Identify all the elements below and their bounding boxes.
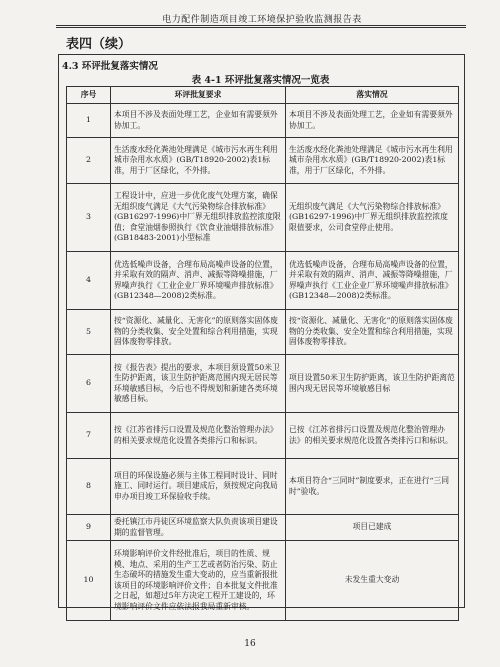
requirement-cell: 委托镇江市丹徒区环境监察大队负责该项目建设期的监督管理。	[111, 515, 286, 541]
subsection-title: 4.3 环评批复落实情况	[62, 61, 158, 72]
implementation-cell: 项目设置50米卫生防护距离，该卫生防护距离范围内现无居民等环境敏感目标	[286, 355, 459, 413]
table-row	[67, 515, 459, 541]
table-row	[67, 184, 459, 252]
row-number: 5	[67, 310, 111, 355]
table-row	[67, 541, 459, 621]
row-number: 8	[67, 459, 111, 515]
row-number: 9	[67, 515, 111, 541]
implementation-cell: 未发生重大变动	[286, 541, 459, 621]
row-number: 1	[67, 104, 111, 138]
requirement-cell: 按《江苏省排污口设置及规范化整治管理办法》的相关要求规范化设置各类排污口和标识。	[111, 413, 286, 459]
requirement-cell: 项目的环保设施必须与主体工程同时设计、同时施工、同时运行。项目建成后，须按规定向我局申办项目竣工环保验收手续。	[111, 459, 286, 515]
implementation-cell: 已按《江苏省排污口设置及规范化整治管理办法》的相关要求规范化设置各类排污口和标识。	[286, 413, 459, 459]
implementation-cell: 本项目不涉及表面处理工艺，企业如有需要须外协加工。	[286, 104, 459, 138]
row-number: 2	[67, 138, 111, 184]
implementation-cell: 生活废水经化粪池处理满足《城市污水再生利用城市杂用水水质》(GB/T18920-2002)表1标准，用于厂区绿化，不外排。	[286, 138, 459, 184]
table-row	[67, 310, 459, 355]
table-row	[67, 355, 459, 413]
requirement-cell: 按“资源化、减量化、无害化”的原则落实固体废物的分类收集、安全处置和综合利用措施，实现固体废物零排放。	[111, 310, 286, 355]
section-title: 表四（续）	[66, 37, 132, 52]
approval-table	[66, 86, 459, 621]
requirement-cell: 工程设计中，应进一步优化废气处理方案，确保无组织废气满足《大气污染物综合排放标准》(GB16297-1996)中厂界无组织排放监控浓度限值；食堂油烟参照执行《饮食业油烟排放标准》(GB18483-2001)小型标准	[111, 184, 286, 252]
row-number: 6	[67, 355, 111, 413]
col-header-implementation: 落实情况	[286, 87, 459, 104]
row-number: 10	[67, 541, 111, 621]
running-header: 电力配件制造项目竣工环境保护验收监测报告表	[162, 15, 362, 25]
page-number: 16	[244, 639, 256, 649]
table-row	[67, 138, 459, 184]
requirement-cell: 生活废水经化粪池处理满足《城市污水再生利用城市杂用水水质》(GB/T18920-2002)表1标准，用于厂区绿化，不外排。	[111, 138, 286, 184]
implementation-cell: 优选低噪声设备，合理布局高噪声设备的位置，并采取有效的隔声、消声、减振等降噪措施，厂界噪声执行《工业企业厂界环境噪声排放标准》(GB12348—2008)2类标准。	[286, 252, 459, 310]
requirement-cell: 本项目不涉及表面处理工艺，企业如有需要须外协加工。	[111, 104, 286, 138]
implementation-cell: 按“资源化、减量化、无害化”的原则落实固体废物的分类收集、安全处置和综合利用措施，实现固体废物零排放。	[286, 310, 459, 355]
col-header-no: 序号	[67, 87, 111, 104]
table-row	[67, 104, 459, 138]
table-row	[67, 413, 459, 459]
implementation-cell: 项目已建成	[286, 515, 459, 541]
table-row	[67, 252, 459, 310]
row-number: 4	[67, 252, 111, 310]
implementation-cell: 本项目符合“三同时”制度要求，正在进行“三同时”验收。	[286, 459, 459, 515]
row-number: 3	[67, 184, 111, 252]
table-header-row	[67, 87, 459, 104]
requirement-cell: 按《报告表》提出的要求，本项目须设置50米卫生防护距离，该卫生防护距离范围内现无居民等环境敏感目标，今后也不得规划和新建各类环境敏感目标。	[111, 355, 286, 413]
implementation-cell: 无组织废气满足《大气污染物综合排放标准》(GB16297-1996)中厂界无组织排放监控浓度限值要求，公司食堂停止使用。	[286, 184, 459, 252]
row-number: 7	[67, 413, 111, 459]
header-rule	[56, 25, 466, 28]
requirement-cell: 环境影响评价文件经批准后，项目的性质、规模、地点、采用的生产工艺或者防治污染、防止生态破坏的措施发生重大变动的，应当重新报批该项目的环境影响评价文件；自本批复文件批准之日起，如超过5年方决定工程开工建设的，环境影响评价文件应依法报我局重新审核。	[111, 541, 286, 621]
table-caption: 表 4-1 环评批复落实情况一览表	[191, 75, 330, 86]
requirement-cell: 优选低噪声设备，合理布局高噪声设备的位置，并采取有效的隔声、消声、减振等降噪措施，厂界噪声执行《工业企业厂界环境噪声排放标准》(GB12348—2008)2类标准。	[111, 252, 286, 310]
table-row	[67, 459, 459, 515]
col-header-requirement: 环评批复要求	[111, 87, 286, 104]
